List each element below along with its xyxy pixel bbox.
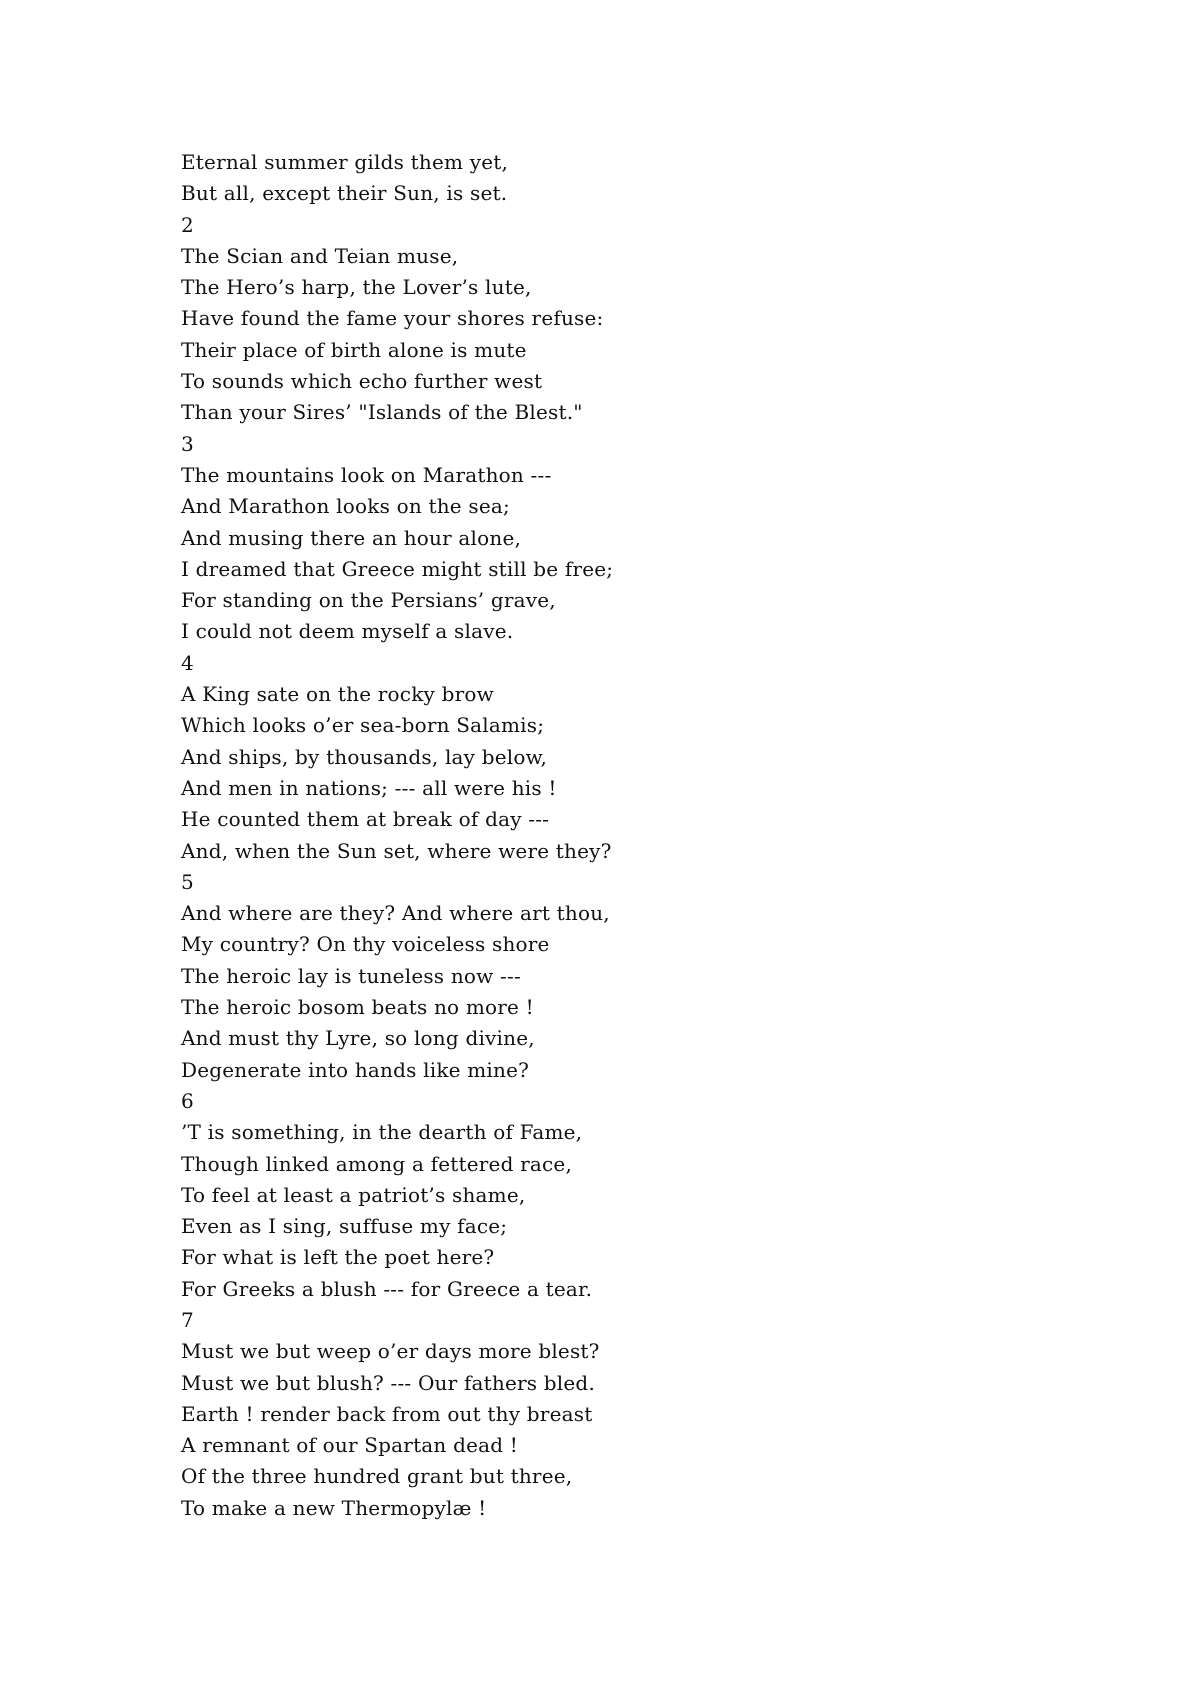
poem-line: Degenerate into hands like mine? — [181, 1057, 530, 1082]
poem-line: I dreamed that Greece might still be free; — [181, 556, 614, 581]
stanza-number: 2 — [181, 212, 194, 237]
poem-line: A King sate on the rocky brow — [181, 682, 494, 707]
poem-line: And men in nations; --- all were his ! — [181, 775, 557, 800]
poem-line: And musing there an hour alone, — [181, 525, 522, 550]
poem-line: The heroic bosom beats no more ! — [181, 995, 534, 1020]
poem-line: Even as I sing, suffuse my face; — [181, 1214, 508, 1239]
poem-line: Must we but weep o’er days more blest? — [181, 1339, 600, 1364]
poem-line: And Marathon looks on the sea; — [181, 494, 510, 519]
poem-line: ’T is something, in the dearth of Fame, — [181, 1120, 583, 1145]
poem-line: To make a new Thermopylæ ! — [181, 1495, 487, 1520]
stanza-number: 4 — [181, 650, 194, 675]
poem-line: Than your Sires’ "Islands of the Blest." — [181, 400, 583, 425]
poem-line: I could not deem myself a slave. — [181, 619, 514, 644]
poem-line: The heroic lay is tuneless now --- — [181, 963, 521, 988]
poem-line: To feel at least a patriot’s shame, — [181, 1182, 526, 1207]
stanza-number: 7 — [181, 1307, 194, 1332]
poem-line: To sounds which echo further west — [181, 369, 543, 394]
poem-line: Must we but blush? --- Our fathers bled. — [181, 1370, 595, 1395]
poem-line: But all, except their Sun, is set. — [181, 181, 508, 206]
poem-line: Have found the fame your shores refuse: — [181, 306, 604, 331]
poem-line: Their place of birth alone is mute — [181, 337, 527, 362]
poem-line: The mountains look on Marathon --- — [181, 462, 552, 487]
stanza-number: 5 — [181, 869, 194, 894]
poem-line: For what is left the poet here? — [181, 1245, 495, 1270]
stanza-number: 3 — [181, 431, 194, 456]
poem-line: And must thy Lyre, so long divine, — [181, 1026, 535, 1051]
poem-line: And where are they? And where art thou, — [181, 901, 610, 926]
poem-line: For Greeks a blush --- for Greece a tear. — [181, 1276, 593, 1301]
poem-line: Eternal summer gilds them yet, — [181, 150, 509, 174]
poem-line: My country? On thy voiceless shore — [181, 932, 550, 957]
poem-line: And ships, by thousands, lay below, — [181, 744, 548, 769]
poem-line: Of the three hundred grant but three, — [181, 1464, 573, 1489]
poem-line: Which looks o’er sea-born Salamis; — [181, 713, 545, 738]
poem-line: He counted them at break of day --- — [181, 807, 550, 832]
poem-line: And, when the Sun set, where were they? — [181, 838, 612, 863]
poem-text — [181, 147, 1081, 1524]
poem-line: Though linked among a fettered race, — [181, 1151, 573, 1176]
poem-line: The Hero’s harp, the Lover’s lute, — [181, 275, 532, 300]
poem-line: Earth ! render back from out thy breast — [181, 1401, 593, 1426]
poem-line: The Scian and Teian muse, — [181, 243, 459, 268]
stanza-number: 6 — [181, 1088, 194, 1113]
poem-line: A remnant of our Spartan dead ! — [181, 1433, 519, 1458]
poem-line: For standing on the Persians’ grave, — [181, 588, 556, 613]
